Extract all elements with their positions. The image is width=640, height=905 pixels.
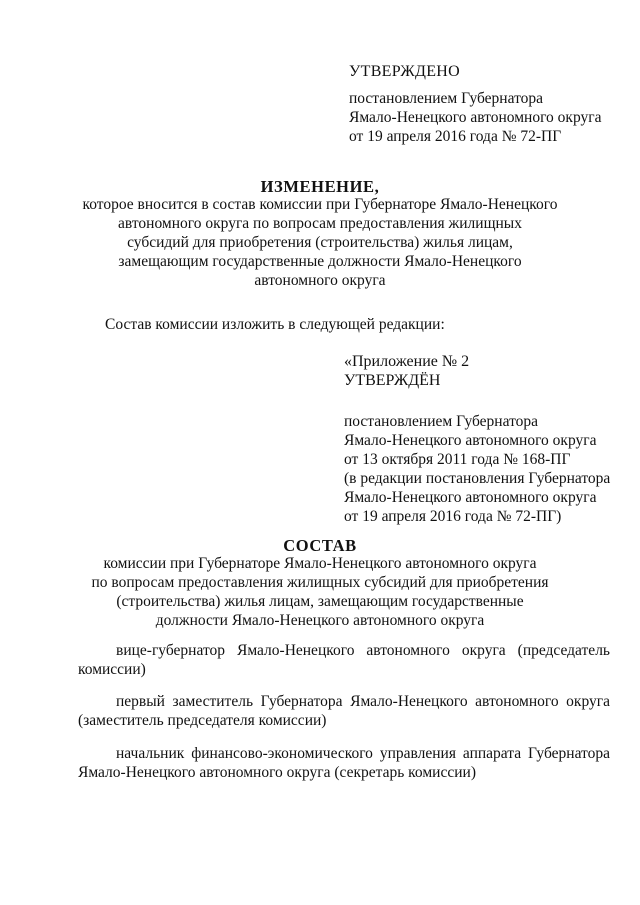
approval-line: Ямало-Ненецкого автономного округа bbox=[349, 109, 602, 126]
appendix-line: Ямало-Ненецкого автономного округа bbox=[344, 432, 597, 449]
change-title: ИЗМЕНЕНИЕ, bbox=[260, 177, 380, 196]
approval-line: постановлением Губернатора bbox=[349, 90, 544, 107]
member-continuation: комиссии) bbox=[78, 661, 146, 678]
appendix-approved: УТВЕРЖДЁН bbox=[344, 372, 441, 389]
change-line: замещающим государственные должности Ямало-Ненецкого bbox=[118, 253, 522, 270]
appendix-line: (в редакции постановления Губернатора bbox=[344, 470, 611, 487]
approval-line: от 19 апреля 2016 года № 72-ПГ bbox=[349, 128, 562, 145]
member-continuation: (заместитель председателя комиссии) bbox=[78, 712, 327, 729]
appendix-line: от 19 апреля 2016 года № 72-ПГ) bbox=[344, 508, 562, 525]
change-line: которое вносится в состав комиссии при Губернаторе Ямало-Ненецкого bbox=[82, 196, 558, 213]
change-line: автономного округа bbox=[254, 272, 386, 289]
approval-block bbox=[349, 89, 639, 146]
intro-text: Состав комиссии изложить в следующей редакции: bbox=[105, 316, 445, 333]
member-first-line: первый заместитель Губернатора Ямало-Ненецкого автономного округа bbox=[116, 693, 610, 710]
member-continuation: Ямало-Ненецкого автономного округа (секретарь комиссии) bbox=[78, 764, 476, 781]
change-description bbox=[40, 195, 600, 290]
composition-line: должности Ямало-Ненецкого автономного округа bbox=[155, 612, 485, 629]
composition-line: (строительства) жилья лицам, замещающим государственные bbox=[116, 593, 524, 610]
composition-line: по вопросам предоставления жилищных субсидий для приобретения bbox=[91, 574, 549, 591]
member-first-line: вице-губернатор Ямало-Ненецкого автономного округа (председатель bbox=[116, 642, 610, 659]
change-line: автономного округа по вопросам предоставления жилищных bbox=[118, 215, 522, 232]
appendix-line: от 13 октября 2011 года № 168-ПГ bbox=[344, 451, 571, 468]
member-first-line: начальник финансово-экономического управления аппарата Губернатора bbox=[116, 745, 610, 762]
composition-title: СОСТАВ bbox=[283, 536, 357, 555]
approval-heading: УТВЕРЖДЕНО bbox=[349, 63, 461, 80]
appendix-block bbox=[344, 352, 634, 526]
change-line: субсидий для приобретения (строительства) жилья лицам, bbox=[127, 234, 513, 251]
member-entry bbox=[80, 692, 610, 730]
composition-line: комиссии при Губернаторе Ямало-Ненецкого автономного округа bbox=[103, 555, 537, 572]
appendix-line: постановлением Губернатора bbox=[344, 413, 539, 430]
composition-description bbox=[40, 554, 600, 630]
member-entry bbox=[80, 744, 610, 782]
member-entry bbox=[80, 641, 610, 679]
appendix-line: Ямало-Ненецкого автономного округа bbox=[344, 489, 597, 506]
appendix-number: «Приложение № 2 bbox=[344, 353, 470, 370]
